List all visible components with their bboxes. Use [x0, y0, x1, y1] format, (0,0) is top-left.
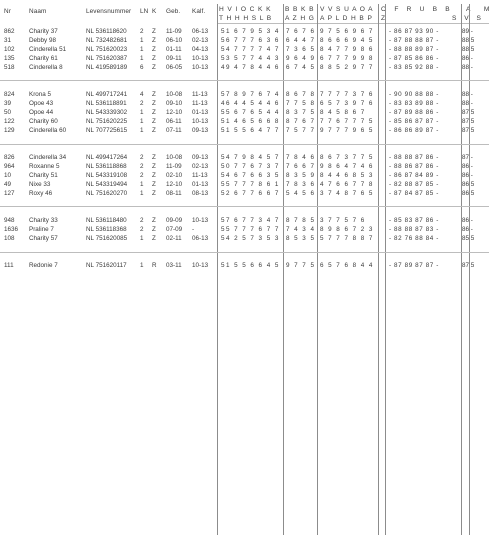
calving-date: 11-13: [192, 100, 208, 107]
header-traits4-top: O F R U B B: [381, 6, 453, 13]
traits-group-2: 7 6 7 6: [286, 28, 316, 35]
traits-group-3: 9 7 5 6 9 6 7: [320, 28, 374, 35]
calving-date: 04-13: [192, 46, 209, 53]
total-score: 86 -: [462, 163, 473, 170]
lactation-number: 2: [140, 226, 144, 233]
traits-group-3: 3 7 7 5 7 6: [320, 217, 366, 224]
traits-group-1: 50 7 7 6 7 3 7: [221, 163, 280, 170]
scores-group: - 87 89 87 87 -: [389, 262, 439, 269]
traits-group-3: 7 7 7 7 3 7 6: [320, 91, 374, 98]
k-code: Z: [152, 118, 156, 125]
lactation-number: 1: [140, 109, 144, 116]
calving-date: 02-13: [192, 163, 209, 170]
table-row: [0, 226, 489, 234]
traits-group-1: 49 4 7 8 4 4 6: [221, 64, 280, 71]
life-number: NL 751620117: [86, 262, 127, 269]
traits-group-1: 54 6 7 6 6 3 5: [221, 172, 280, 179]
k-code: Z: [152, 172, 156, 179]
traits-group-3: 6 5 7 6 8 4 4: [320, 262, 374, 269]
table-row: [0, 163, 489, 171]
calving-date: 10-13: [192, 118, 209, 125]
traits-group-2: 8 7 8 5: [286, 217, 316, 224]
birth-date: 07-11: [166, 127, 182, 134]
header-k: K: [152, 8, 157, 15]
lactation-number: 1: [140, 55, 144, 62]
total-score: 88 5: [462, 37, 475, 44]
life-number: NL 536118480: [86, 217, 127, 224]
traits-group-3: 9 8 6 4 7 4 6: [320, 163, 374, 170]
birth-date: 11-09: [166, 163, 182, 170]
k-code: Z: [152, 46, 156, 53]
traits-group-3: 5 7 7 7 8 8 7: [320, 235, 374, 242]
scores-group: - 87 84 87 85 -: [389, 190, 439, 197]
total-score: 87 5: [462, 118, 475, 125]
total-score: 86 -: [462, 172, 473, 179]
scores-group: - 85 86 87 87 -: [389, 118, 439, 125]
traits-group-3: 7 7 6 7 7 7 5: [320, 118, 374, 125]
life-number: NL 707725615: [86, 127, 128, 134]
lactation-number: 2: [140, 100, 144, 107]
header-divider: [218, 23, 489, 24]
table-row: [0, 172, 489, 180]
scores-group: - 82 88 87 85 -: [389, 181, 439, 188]
birth-date: 02-10: [166, 172, 183, 179]
total-score: 86 -: [462, 226, 473, 233]
table-row: [0, 217, 489, 225]
k-code: Z: [152, 235, 156, 242]
traits-group-1: 53 5 7 7 4 4 3: [221, 55, 280, 62]
birth-date: 08-11: [166, 190, 182, 197]
scores-group: - 88 88 87 86 -: [389, 154, 439, 161]
k-code: Z: [152, 181, 156, 188]
cow-name: Charity 37: [29, 28, 58, 35]
traits-group-2: 6 7 4 5: [286, 64, 316, 71]
total-score: 86 -: [462, 55, 473, 62]
lactation-number: 1: [140, 118, 144, 125]
header-traits2-top: B B K B: [285, 6, 315, 13]
traits-group-2: 9 6 4 9: [286, 55, 316, 62]
cow-number: 862: [4, 28, 15, 35]
lactation-number: 2: [140, 28, 144, 35]
scores-group: - 87 85 86 86 -: [389, 55, 439, 62]
life-number: NL 499717241: [86, 91, 128, 98]
traits-group-2: 6 4 4 7: [286, 37, 316, 44]
calving-date: 02-13: [192, 37, 209, 44]
traits-group-1: 54 2 5 7 3 5 3: [221, 235, 280, 242]
life-number: NL 536118868: [86, 163, 127, 170]
header-traits5-top: A M: [466, 6, 495, 13]
lactation-number: 1: [140, 46, 144, 53]
life-number: NL 543339302: [86, 109, 128, 116]
table-row: [0, 235, 489, 243]
life-number: NL 732482681: [86, 37, 128, 44]
table-row: [0, 190, 489, 198]
traits-group-3: 8 6 7 3 7 7 5: [320, 154, 374, 161]
k-code: Z: [152, 91, 156, 98]
header-traits4-bottom: Z: [381, 15, 386, 22]
lactation-number: 1: [140, 235, 144, 242]
k-code: R: [152, 262, 157, 269]
total-score: 88 -: [462, 91, 473, 98]
scores-group: - 86 86 89 87 -: [389, 127, 439, 134]
calving-date: 01-13: [192, 109, 209, 116]
cow-name: Cinderella 8: [29, 64, 63, 71]
table-row: [0, 55, 489, 63]
traits-group-2: 9 7 7 5: [286, 262, 316, 269]
traits-group-3: 8 8 5 2 9 7 7: [320, 64, 374, 71]
table-row: [0, 91, 489, 99]
traits-group-1: 55 7 7 7 6 7 7: [221, 226, 280, 233]
cow-name: Roxy 46: [29, 190, 53, 197]
total-score: 88 -: [462, 64, 473, 71]
traits-group-3: 6 5 7 3 9 7 6: [320, 100, 374, 107]
k-code: Z: [152, 226, 156, 233]
traits-group-2: 7 8 3 6: [286, 181, 316, 188]
calving-date: 09-13: [192, 127, 209, 134]
traits-group-1: 57 8 9 7 6 7 4: [221, 91, 280, 98]
total-score: 88 -: [462, 100, 473, 107]
group-divider: [0, 252, 489, 253]
birth-date: 01-11: [166, 46, 182, 53]
k-code: Z: [152, 109, 156, 116]
birth-date: 12-10: [166, 181, 183, 188]
cow-name: Charity 61: [29, 55, 58, 62]
cow-name: Debby 98: [29, 37, 56, 44]
traits-group-1: 51 5 5 6 4 7 7: [221, 127, 280, 134]
birth-date: 06-11: [166, 118, 182, 125]
cow-name: Cinderella 34: [29, 154, 67, 161]
calving-date: 10-13: [192, 217, 209, 224]
scores-group: - 88 86 87 86 -: [389, 163, 439, 170]
cow-name: Cinderella 51: [29, 46, 67, 53]
group-divider: [0, 144, 489, 145]
traits-group-2: 8 6 7 8: [286, 91, 316, 98]
traits-group-2: 7 7 5 8: [286, 100, 316, 107]
traits-group-2: 8 3 7 5: [286, 109, 316, 116]
k-code: Z: [152, 28, 156, 35]
traits-group-1: 55 6 7 6 5 4 4: [221, 109, 280, 116]
lactation-number: 2: [140, 172, 144, 179]
calving-date: 01-13: [192, 181, 209, 188]
traits-group-3: 8 9 8 6 7 2 3: [320, 226, 374, 233]
total-score: 86 -: [462, 217, 473, 224]
header-traits2-bottom: A Z H G: [285, 15, 315, 22]
header-geb: Geb.: [166, 8, 181, 15]
table-row: [0, 64, 489, 72]
header-kalf: Kalf.: [192, 8, 206, 15]
cow-name: Charity 33: [29, 217, 58, 224]
cow-name: Charity 57: [29, 235, 58, 242]
traits-group-2: 7 6 6 7: [286, 163, 316, 170]
traits-group-3: 4 7 6 6 7 7 8: [320, 181, 374, 188]
total-score: 87 5: [462, 127, 475, 134]
lactation-number: 1: [140, 190, 144, 197]
table-row: [0, 118, 489, 126]
birth-date: 09-09: [166, 217, 183, 224]
life-number: NL 543319108: [86, 172, 128, 179]
birth-date: 02-11: [166, 235, 182, 242]
cow-number: 122: [4, 118, 15, 125]
header-traits3-bottom: A P L D H B P: [320, 15, 373, 22]
total-score: 85 5: [462, 235, 475, 242]
scores-group: - 87 88 88 87 -: [389, 37, 439, 44]
birth-date: 12-10: [166, 109, 183, 116]
total-score: 88 5: [462, 46, 475, 53]
header-traits1-bottom: T H H H S L B: [219, 15, 273, 22]
life-number: NL 751620023: [86, 46, 128, 53]
traits-group-3: 3 7 4 8 7 6 5: [320, 190, 374, 197]
scores-group: - 88 88 87 83 -: [389, 226, 439, 233]
cow-number: 49: [4, 181, 12, 188]
birth-date: 07-09: [166, 226, 183, 233]
calving-date: 10-13: [192, 64, 209, 71]
cow-number: 964: [4, 163, 15, 170]
traits-group-2: 8 7 6 7: [286, 118, 316, 125]
birth-date: 06-05: [166, 64, 183, 71]
cow-number: 135: [4, 55, 15, 62]
cow-number: 108: [4, 235, 15, 242]
cow-number: 31: [4, 37, 12, 44]
cow-name: Charity 51: [29, 172, 58, 179]
table-row: [0, 109, 489, 117]
lactation-number: 1: [140, 127, 144, 134]
k-code: Z: [152, 55, 156, 62]
birth-date: 10-08: [166, 154, 183, 161]
lactation-number: 6: [140, 64, 144, 71]
cow-number: 39: [4, 100, 12, 107]
table-row: [0, 28, 489, 36]
lactation-number: 2: [140, 163, 144, 170]
scores-group: - 83 83 89 88 -: [389, 100, 439, 107]
cow-name: Roxanne 5: [29, 163, 60, 170]
birth-date: 11-09: [166, 28, 182, 35]
lactation-number: 1: [140, 262, 144, 269]
life-number: NL 543319494: [86, 181, 128, 188]
traits-group-1: 56 7 7 7 6 3 6: [221, 37, 280, 44]
cow-number: 111: [4, 262, 14, 269]
k-code: Z: [152, 37, 156, 44]
life-number: NL 536118891: [86, 100, 127, 107]
life-number: NL 536118620: [86, 28, 127, 35]
traits-group-3: 9 7 7 7 9 6 5: [320, 127, 374, 134]
calving-date: 08-13: [192, 190, 209, 197]
birth-date: 09-10: [166, 100, 183, 107]
birth-date: 03-11: [166, 262, 182, 269]
scores-group: - 85 83 87 86 -: [389, 217, 439, 224]
lactation-number: 2: [140, 217, 144, 224]
traits-group-3: 6 7 7 7 9 9 8: [320, 55, 374, 62]
k-code: Z: [152, 217, 156, 224]
traits-group-2: 8 5 3 5: [286, 235, 316, 242]
birth-date: 06-10: [166, 37, 183, 44]
traits-group-1: 51 4 6 5 6 6 8: [221, 118, 280, 125]
traits-group-1: 51 6 7 9 5 3 4: [221, 28, 280, 35]
traits-group-1: 46 4 4 5 4 4 6: [221, 100, 280, 107]
calving-date: 11-13: [192, 172, 208, 179]
table-row: [0, 181, 489, 189]
cow-name: Krona 5: [29, 91, 52, 98]
header-naam: Naam: [29, 8, 47, 15]
traits-group-2: 7 3 6 5: [286, 46, 316, 53]
header-levensnummer: Levensnummer: [86, 8, 132, 15]
traits-group-3: 8 4 5 8 6 7: [320, 109, 366, 116]
table-row: [0, 127, 489, 135]
cow-number: 127: [4, 190, 15, 197]
cow-name: Opoe 43: [29, 100, 54, 107]
cow-number: 824: [4, 91, 15, 98]
traits-group-2: 5 4 5 6: [286, 190, 316, 197]
scores-group: - 83 85 92 88 -: [389, 64, 439, 71]
cow-name: Nixe 33: [29, 181, 51, 188]
cow-number: 10: [4, 172, 12, 179]
table-row: [0, 154, 489, 162]
header-traits1-top: H V I O C K K: [219, 6, 272, 13]
life-number: NL 751620270: [86, 190, 128, 197]
total-score: 87 -: [462, 154, 473, 161]
table-row: [0, 262, 489, 270]
cow-name: Praline 7: [29, 226, 54, 233]
cow-number: 50: [4, 109, 12, 116]
life-number: NL 499417264: [86, 154, 128, 161]
cow-number: 826: [4, 154, 15, 161]
life-number: NL 751620085: [86, 235, 128, 242]
header-traits3-top: V V S U A O A: [320, 6, 374, 13]
traits-group-2: 7 5 7 7: [286, 127, 316, 134]
k-code: Z: [152, 64, 156, 71]
life-number: NL 751620225: [86, 118, 128, 125]
group-divider: [0, 80, 489, 81]
scores-group: - 90 90 88 88 -: [389, 91, 439, 98]
total-score: 87 5: [462, 262, 475, 269]
traits-group-3: 8 4 7 7 9 8 6: [320, 46, 374, 53]
traits-group-2: 7 8 4 6: [286, 154, 316, 161]
lactation-number: 4: [140, 91, 144, 98]
birth-date: 10-08: [166, 91, 183, 98]
total-score: 86 5: [462, 181, 475, 188]
cow-name: Charity 60: [29, 118, 58, 125]
scores-group: - 86 87 93 90 -: [389, 28, 439, 35]
calving-date: -: [192, 226, 195, 233]
table-row: [0, 37, 489, 45]
calving-date: 06-13: [192, 28, 209, 35]
header-nr: Nr: [4, 8, 11, 15]
calving-date: 09-13: [192, 154, 209, 161]
table-row: [0, 46, 489, 54]
traits-group-1: 54 7 9 8 4 5 7: [221, 154, 280, 161]
calving-date: 10-13: [192, 55, 209, 62]
traits-group-2: 8 3 5 9: [286, 172, 316, 179]
cow-number: 129: [4, 127, 15, 134]
traits-group-3: 8 6 6 6 9 4 5: [320, 37, 374, 44]
cow-number: 1636: [4, 226, 19, 233]
life-number: NL 536118368: [86, 226, 127, 233]
life-number: NL 751620387: [86, 55, 128, 62]
scores-group: - 87 89 88 86 -: [389, 109, 439, 116]
group-divider: [0, 206, 489, 207]
calving-date: 06-13: [192, 235, 209, 242]
calving-date: 10-13: [192, 262, 209, 269]
scores-group: - 82 76 88 84 -: [389, 235, 439, 242]
traits-group-3: 8 4 4 6 8 5 3: [320, 172, 374, 179]
k-code: Z: [152, 100, 156, 107]
traits-group-1: 51 5 5 6 6 4 5: [221, 262, 280, 269]
traits-group-2: 7 4 3 4: [286, 226, 316, 233]
traits-group-1: 54 7 7 7 7 4 7: [221, 46, 280, 53]
k-code: Z: [152, 127, 156, 134]
scores-group: - 88 88 89 87 -: [389, 46, 439, 53]
traits-group-1: 52 6 7 7 6 6 7: [221, 190, 280, 197]
cow-number: 102: [4, 46, 15, 53]
total-score: 86 5: [462, 190, 475, 197]
total-score: 89 -: [462, 28, 473, 35]
header-ln: LN: [140, 8, 149, 15]
k-code: Z: [152, 163, 156, 170]
lactation-number: 2: [140, 154, 144, 161]
k-code: Z: [152, 190, 156, 197]
cow-name: Redonie 7: [29, 262, 58, 269]
cow-name: Cinderella 60: [29, 127, 67, 134]
k-code: Z: [152, 154, 156, 161]
cow-number: 518: [4, 64, 15, 71]
lactation-number: 1: [140, 37, 144, 44]
traits-group-1: 55 7 7 7 8 6 1: [221, 181, 280, 188]
life-number: NL 419589189: [86, 64, 128, 71]
header-traits5-bottom: S V S: [452, 15, 484, 22]
lactation-number: 1: [140, 181, 144, 188]
calving-date: 11-13: [192, 91, 208, 98]
birth-date: 09-11: [166, 55, 182, 62]
traits-group-1: 57 6 7 7 3 4 7: [221, 217, 280, 224]
cow-number: 948: [4, 217, 15, 224]
cow-name: Opoe 44: [29, 109, 54, 116]
total-score: 87 5: [462, 109, 475, 116]
table-row: [0, 100, 489, 108]
scores-group: - 86 87 84 89 -: [389, 172, 439, 179]
